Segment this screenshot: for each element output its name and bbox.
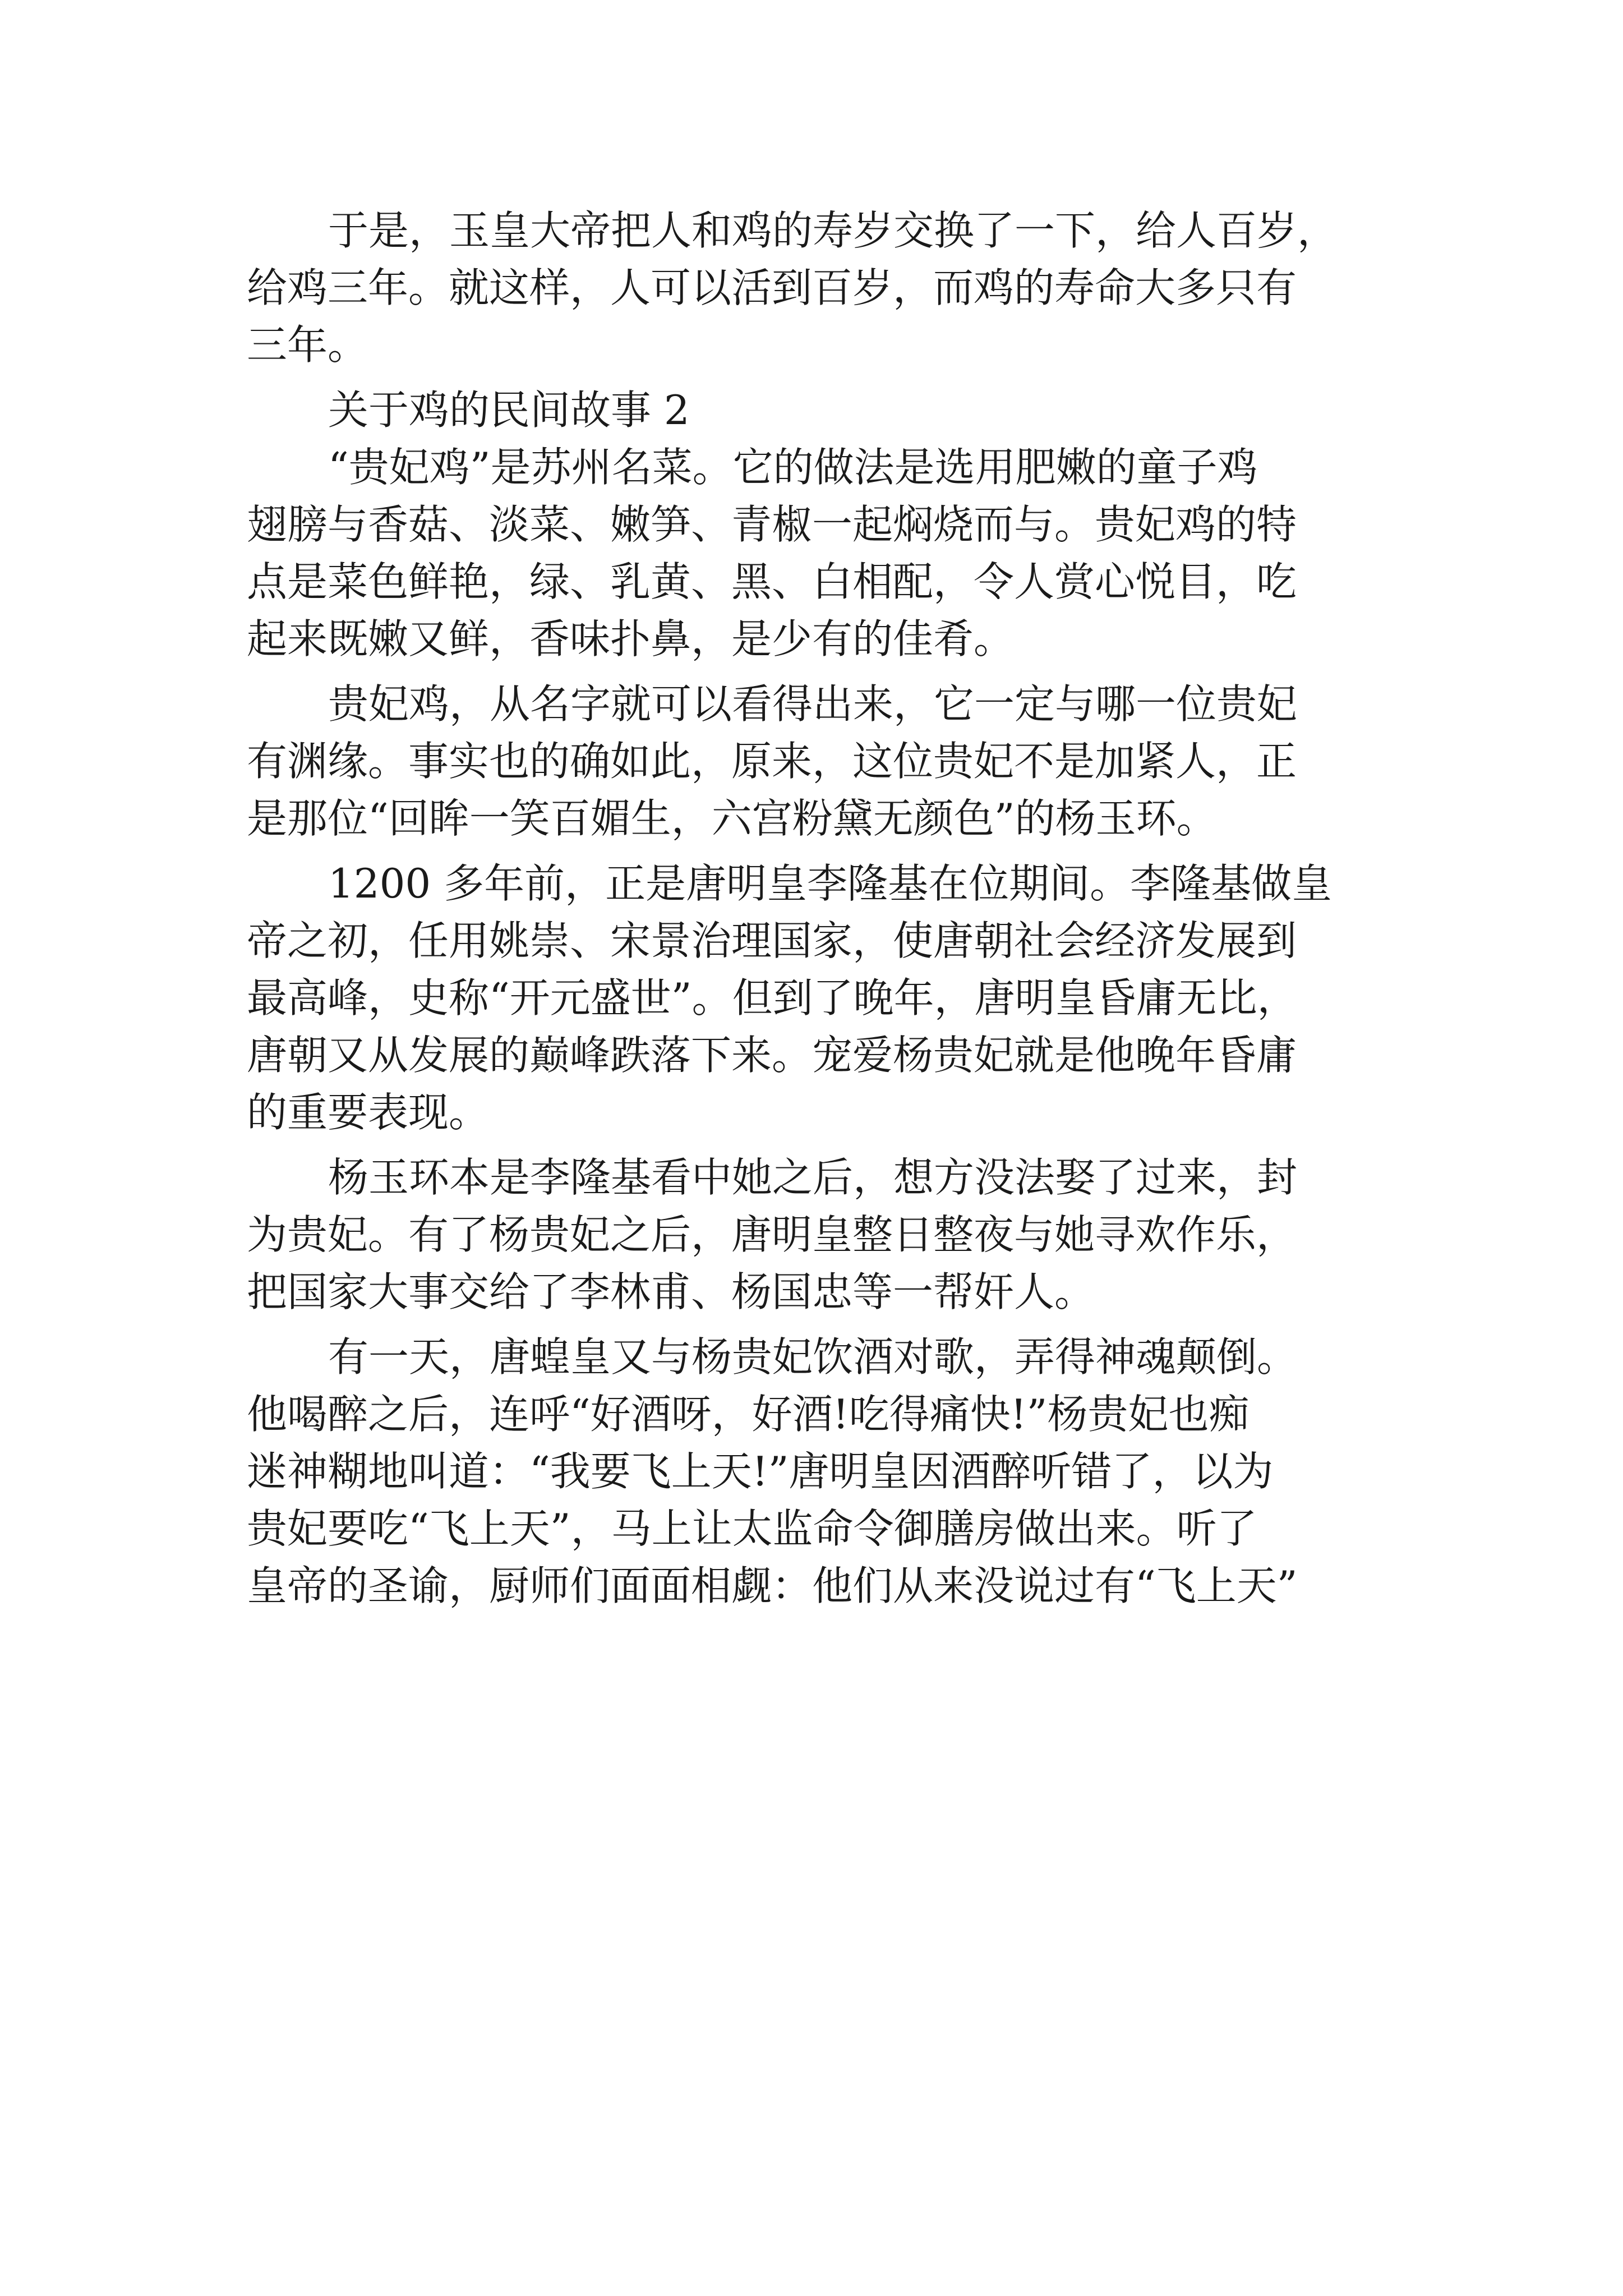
text-line: 迷神糊地叫道：“我要飞上天!”唐明皇因酒醉听错了，以为 xyxy=(247,1448,1274,1495)
section-heading xyxy=(247,381,1385,439)
text-line: 于是，玉皇大帝把人和鸡的寿岁交换了一下，给人百岁， xyxy=(328,207,1338,254)
text-line: 有一天，唐蝗皇又与杨贵妃饮酒对歌，弄得神魂颠倒。 xyxy=(328,1333,1298,1381)
text-line: 杨玉环本是李隆基看中她之后，想方没法娶了过来，封 xyxy=(328,1154,1298,1201)
text-line: 为贵妃。有了杨贵妃之后，唐明皇整日整夜与她寻欢作乐， xyxy=(247,1211,1297,1258)
text-line: 1200 多年前，正是唐明皇李隆基在位期间。李隆基做皇 xyxy=(328,860,1332,907)
text-line: 帝之初，任用姚崇、宋景治理国家，使唐朝社会经济发展到 xyxy=(247,917,1297,964)
text-line: 皇帝的圣谕，厨师们面面相觑：他们从来没说过有“飞上天” xyxy=(247,1562,1298,1609)
text-line: 有渊缘。事实也的确如此，原来，这位贵妃不是加紧人，正 xyxy=(247,738,1297,785)
text-line: 是那位“回眸一笑百媚生，六宫粉黛无颜色”的杨玉环。 xyxy=(247,795,1217,842)
text-line: 唐朝又从发展的巅峰跌落下来。宠爱杨贵妃就是他晚年昏庸 xyxy=(247,1032,1297,1079)
text-line: 贵妃鸡，从名字就可以看得出来，它一定与哪一位贵妃 xyxy=(328,680,1298,728)
paragraph xyxy=(247,1149,1385,1320)
text-line: 给鸡三年。就这样，人可以活到百岁，而鸡的寿命大多只有 xyxy=(247,264,1297,311)
text-line: 起来既嫩又鲜，香味扑鼻，是少有的佳肴。 xyxy=(247,615,1015,662)
text-line: 点是菜色鲜艳，绿、乳黄、黑、白相配，令人赏心悦目，吃 xyxy=(247,558,1297,605)
text-line: 贵妃要吃“飞上天”，马上让太监命令御膳房做出来。听了 xyxy=(247,1505,1257,1552)
text-line: 三年。 xyxy=(247,321,368,369)
paragraph xyxy=(247,1328,1385,1614)
text-line: “贵妃鸡”是苏州名菜。它的做法是选用肥嫩的童子鸡 xyxy=(328,444,1258,491)
paragraph xyxy=(247,202,1385,374)
paragraph xyxy=(247,439,1385,668)
heading-text: 关于鸡的民间故事 2 xyxy=(328,386,690,434)
text-line: 他喝醉之后，连呼“好酒呀，好酒!吃得痛快!”杨贵妃也痴 xyxy=(247,1391,1249,1438)
text-line: 翅膀与香菇、淡菜、嫩笋、青椒一起焖烧而与。贵妃鸡的特 xyxy=(247,501,1297,548)
document-body xyxy=(247,202,1385,1614)
text-line: 把国家大事交给了李林甫、杨国忠等一帮奸人。 xyxy=(247,1268,1095,1315)
paragraph xyxy=(247,675,1385,847)
text-line: 最高峰，史称“开元盛世”。但到了晚年，唐明皇昏庸无比， xyxy=(247,974,1298,1022)
text-line: 的重要表现。 xyxy=(247,1089,490,1136)
paragraph xyxy=(247,855,1385,1141)
